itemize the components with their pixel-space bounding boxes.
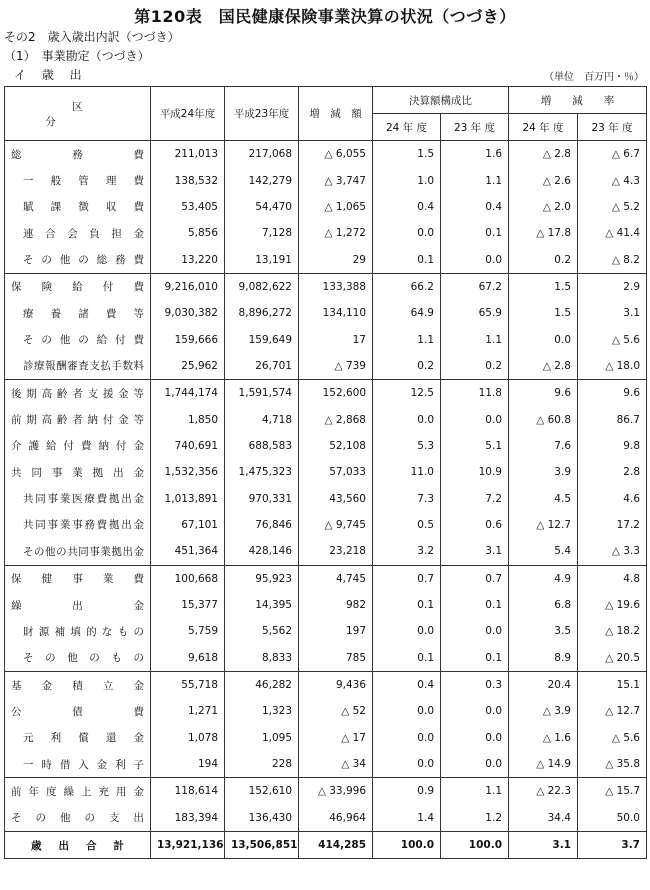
rate-23: △ 8.2 [578, 246, 647, 273]
comp-23: 7.2 [441, 485, 509, 511]
value-diff: 152,600 [299, 380, 373, 407]
row-label: 介護給付費納付金 [5, 433, 151, 459]
value-h23: 4,718 [225, 406, 299, 432]
comp-24: 0.0 [373, 406, 441, 432]
rate-23: 50.0 [578, 805, 647, 832]
comp-23: 65.9 [441, 300, 509, 326]
value-diff: 17 [299, 326, 373, 352]
rate-24: 4.5 [509, 485, 578, 511]
value-h23: 8,896,272 [225, 300, 299, 326]
rate-23: 3.1 [578, 300, 647, 326]
rate-24: △ 3.9 [509, 698, 578, 724]
value-diff: 9,436 [299, 671, 373, 698]
rate-23: 15.1 [578, 671, 647, 698]
rate-23: △ 41.4 [578, 220, 647, 246]
table-subtitle: イ 歳 出 [14, 68, 88, 82]
table-row [5, 406, 647, 432]
rate-23: 9.6 [578, 380, 647, 407]
value-h23: 428,146 [225, 538, 299, 565]
comp-24: 64.9 [373, 300, 441, 326]
value-diff: △ 1,272 [299, 220, 373, 246]
value-h24: 451,364 [151, 538, 225, 565]
comp-24: 5.3 [373, 433, 441, 459]
rate-24: 3.9 [509, 459, 578, 485]
row-label: その他の総務費 [5, 246, 151, 273]
table-row [5, 778, 647, 805]
comp-23: 1.1 [441, 326, 509, 352]
table-row [5, 300, 647, 326]
table-row [5, 538, 647, 565]
comp-24: 0.0 [373, 725, 441, 751]
comp-23: 0.4 [441, 194, 509, 220]
comp-23: 0.7 [441, 565, 509, 592]
row-label: その他の給付費 [5, 326, 151, 352]
value-h24: 1,744,174 [151, 380, 225, 407]
rate-23: △ 19.6 [578, 592, 647, 618]
comp-23: 11.8 [441, 380, 509, 407]
rate-24: 5.4 [509, 538, 578, 565]
comp-23: 0.1 [441, 220, 509, 246]
comp-23: 0.2 [441, 353, 509, 380]
rate-24: 3.1 [509, 831, 578, 858]
comp-24: 0.1 [373, 645, 441, 672]
rate-23: 9.8 [578, 433, 647, 459]
value-diff: △ 6,055 [299, 141, 373, 168]
value-h24: 13,220 [151, 246, 225, 273]
table-row [5, 751, 647, 778]
row-label: 保健事業費 [5, 565, 151, 592]
comp-23: 3.1 [441, 538, 509, 565]
table-row [5, 459, 647, 485]
unit-label: （単位 百万円・％） [544, 72, 644, 83]
value-h23: 8,833 [225, 645, 299, 672]
page-title: 第120表 国民健康保険事業決算の状況（つづき） [134, 7, 516, 26]
rate-24: △ 14.9 [509, 751, 578, 778]
row-label: 一般管理費 [5, 167, 151, 193]
comp-24: 0.0 [373, 220, 441, 246]
rate-23: △ 6.7 [578, 141, 647, 168]
table-header [5, 87, 647, 141]
value-h23: 9,082,622 [225, 273, 299, 300]
row-label: 前年度繰上充用金 [5, 778, 151, 805]
header-comp-23: 23 年 度 [441, 114, 509, 141]
row-label: 保険給付費 [5, 273, 151, 300]
value-h23: 142,279 [225, 167, 299, 193]
rate-24: △ 60.8 [509, 406, 578, 432]
rate-23: 4.8 [578, 565, 647, 592]
rate-24: 7.6 [509, 433, 578, 459]
value-h23: 13,506,851 [225, 831, 299, 858]
row-label: 前期高齢者納付金等 [5, 406, 151, 432]
rate-24: △ 12.7 [509, 512, 578, 538]
rate-23: 86.7 [578, 406, 647, 432]
comp-24: 0.0 [373, 751, 441, 778]
comp-23: 0.0 [441, 618, 509, 644]
rate-24: 4.9 [509, 565, 578, 592]
rate-24: △ 22.3 [509, 778, 578, 805]
value-h23: 136,430 [225, 805, 299, 832]
rate-24: 1.5 [509, 300, 578, 326]
rate-23: △ 18.0 [578, 353, 647, 380]
value-h24: 1,850 [151, 406, 225, 432]
rate-24: 1.5 [509, 273, 578, 300]
rate-23: △ 20.5 [578, 645, 647, 672]
value-h23: 1,323 [225, 698, 299, 724]
value-h24: 9,030,382 [151, 300, 225, 326]
value-diff: △ 1,065 [299, 194, 373, 220]
rate-23: 3.7 [578, 831, 647, 858]
table-row [5, 433, 647, 459]
value-h23: 152,610 [225, 778, 299, 805]
value-h24: 183,394 [151, 805, 225, 832]
header-composition: 決算額構成比 [373, 87, 509, 114]
comp-24: 7.3 [373, 485, 441, 511]
value-h24: 67,101 [151, 512, 225, 538]
value-h24: 740,691 [151, 433, 225, 459]
table-row [5, 698, 647, 724]
comp-24: 0.2 [373, 353, 441, 380]
rate-24: △ 1.6 [509, 725, 578, 751]
comp-24: 1.5 [373, 141, 441, 168]
comp-24: 0.4 [373, 194, 441, 220]
row-label: 共同事業拠出金 [5, 459, 151, 485]
comp-24: 0.4 [373, 671, 441, 698]
value-h24: 194 [151, 751, 225, 778]
comp-23: 100.0 [441, 831, 509, 858]
comp-24: 0.1 [373, 246, 441, 273]
header-rate-23: 23 年 度 [578, 114, 647, 141]
value-diff: 43,560 [299, 485, 373, 511]
row-label: 総務費 [5, 141, 151, 168]
comp-24: 0.5 [373, 512, 441, 538]
table-row [5, 167, 647, 193]
comp-24: 1.1 [373, 326, 441, 352]
row-label: 療養諸費等 [5, 300, 151, 326]
value-h24: 100,668 [151, 565, 225, 592]
table-row [5, 565, 647, 592]
comp-23: 0.0 [441, 246, 509, 273]
value-h23: 1,475,323 [225, 459, 299, 485]
rate-24: 9.6 [509, 380, 578, 407]
rate-24: 3.5 [509, 618, 578, 644]
comp-23: 5.1 [441, 433, 509, 459]
table-body [5, 141, 647, 859]
comp-24: 1.0 [373, 167, 441, 193]
table-row [5, 326, 647, 352]
header-h23: 平成23年度 [225, 87, 299, 141]
value-diff: 785 [299, 645, 373, 672]
value-diff: 29 [299, 246, 373, 273]
table-row [5, 725, 647, 751]
table-row [5, 645, 647, 672]
rate-24: △ 2.8 [509, 141, 578, 168]
rate-24: 0.2 [509, 246, 578, 273]
row-label: 一時借入金利子 [5, 751, 151, 778]
header-diff: 増 減 額 [299, 87, 373, 141]
value-h23: 159,649 [225, 326, 299, 352]
value-h23: 970,331 [225, 485, 299, 511]
value-h23: 688,583 [225, 433, 299, 459]
value-h23: 46,282 [225, 671, 299, 698]
value-diff: 197 [299, 618, 373, 644]
value-h24: 1,013,891 [151, 485, 225, 511]
comp-23: 0.6 [441, 512, 509, 538]
rate-23: 4.6 [578, 485, 647, 511]
value-h24: 1,532,356 [151, 459, 225, 485]
header-h24: 平成24年度 [151, 87, 225, 141]
value-diff: △ 739 [299, 353, 373, 380]
value-h24: 9,216,010 [151, 273, 225, 300]
comp-23: 1.1 [441, 167, 509, 193]
row-label: 共同事業事務費拠出金 [5, 512, 151, 538]
comp-24: 66.2 [373, 273, 441, 300]
value-diff: △ 17 [299, 725, 373, 751]
value-h23: 54,470 [225, 194, 299, 220]
value-h24: 1,271 [151, 698, 225, 724]
comp-24: 0.0 [373, 698, 441, 724]
value-h23: 5,562 [225, 618, 299, 644]
row-label: 歳出合計 [5, 831, 151, 858]
value-h23: 26,701 [225, 353, 299, 380]
header-category: 区分 [5, 87, 151, 141]
comp-24: 0.1 [373, 592, 441, 618]
value-diff: 414,285 [299, 831, 373, 858]
rate-24: △ 17.8 [509, 220, 578, 246]
value-diff: 982 [299, 592, 373, 618]
table-row [5, 141, 647, 168]
value-h24: 159,666 [151, 326, 225, 352]
value-diff: 57,033 [299, 459, 373, 485]
header-comp-24: 24 年 度 [373, 114, 441, 141]
rate-23: △ 5.2 [578, 194, 647, 220]
subsection-subtitle: （1） 事業勘定（つづき） [4, 49, 150, 63]
comp-23: 1.2 [441, 805, 509, 832]
value-h24: 5,759 [151, 618, 225, 644]
value-h24: 118,614 [151, 778, 225, 805]
value-h23: 13,191 [225, 246, 299, 273]
row-label: 公債費 [5, 698, 151, 724]
rate-24: 6.8 [509, 592, 578, 618]
value-h24: 25,962 [151, 353, 225, 380]
comp-24: 0.9 [373, 778, 441, 805]
value-h24: 211,013 [151, 141, 225, 168]
row-label: 賦課徴収費 [5, 194, 151, 220]
value-h23: 217,068 [225, 141, 299, 168]
row-label: 基金積立金 [5, 671, 151, 698]
value-diff: 133,388 [299, 273, 373, 300]
rate-24: 8.9 [509, 645, 578, 672]
comp-24: 11.0 [373, 459, 441, 485]
comp-23: 0.0 [441, 406, 509, 432]
rate-23: △ 35.8 [578, 751, 647, 778]
table-row [5, 380, 647, 407]
value-diff: 46,964 [299, 805, 373, 832]
row-label: 元利償還金 [5, 725, 151, 751]
value-h24: 5,856 [151, 220, 225, 246]
row-label: その他の共同事業拠出金 [5, 538, 151, 565]
value-diff: 52,108 [299, 433, 373, 459]
table-row [5, 671, 647, 698]
comp-23: 10.9 [441, 459, 509, 485]
comp-24: 12.5 [373, 380, 441, 407]
value-h24: 9,618 [151, 645, 225, 672]
table-row [5, 273, 647, 300]
rate-23: 2.8 [578, 459, 647, 485]
table-row [5, 194, 647, 220]
comp-23: 0.1 [441, 645, 509, 672]
row-label: 後期高齢者支援金等 [5, 380, 151, 407]
row-label: 連合会負担金 [5, 220, 151, 246]
rate-23: △ 3.3 [578, 538, 647, 565]
row-label: その他の支出 [5, 805, 151, 832]
rate-23: 2.9 [578, 273, 647, 300]
row-label: 共同事業医療費拠出金 [5, 485, 151, 511]
comp-24: 100.0 [373, 831, 441, 858]
rate-23: △ 12.7 [578, 698, 647, 724]
table-row [5, 485, 647, 511]
comp-23: 1.1 [441, 778, 509, 805]
value-h24: 1,078 [151, 725, 225, 751]
row-label: 財源補填的なもの [5, 618, 151, 644]
value-h23: 228 [225, 751, 299, 778]
header-rate: 増 減 率 [509, 87, 647, 114]
comp-23: 0.0 [441, 751, 509, 778]
value-diff: 134,110 [299, 300, 373, 326]
row-label: 繰出金 [5, 592, 151, 618]
rate-24: 34.4 [509, 805, 578, 832]
comp-24: 3.2 [373, 538, 441, 565]
table-row [5, 353, 647, 380]
rate-23: △ 4.3 [578, 167, 647, 193]
table-row [5, 512, 647, 538]
expenditure-table [4, 86, 647, 859]
value-h23: 1,591,574 [225, 380, 299, 407]
comp-23: 0.0 [441, 698, 509, 724]
total-row [5, 831, 647, 858]
section-subtitle: その2 歳入歳出内訳（つづき） [4, 30, 180, 44]
comp-24: 0.7 [373, 565, 441, 592]
comp-24: 1.4 [373, 805, 441, 832]
table-row [5, 220, 647, 246]
value-h24: 53,405 [151, 194, 225, 220]
value-h23: 95,923 [225, 565, 299, 592]
comp-23: 1.6 [441, 141, 509, 168]
row-label: 診療報酬審査支払手数料 [5, 353, 151, 380]
rate-23: △ 18.2 [578, 618, 647, 644]
comp-23: 0.3 [441, 671, 509, 698]
value-h23: 14,395 [225, 592, 299, 618]
rate-24: 0.0 [509, 326, 578, 352]
table-row [5, 618, 647, 644]
table-row [5, 592, 647, 618]
comp-23: 0.0 [441, 725, 509, 751]
value-h23: 7,128 [225, 220, 299, 246]
value-diff: 4,745 [299, 565, 373, 592]
rate-24: △ 2.6 [509, 167, 578, 193]
comp-23: 0.1 [441, 592, 509, 618]
comp-24: 0.0 [373, 618, 441, 644]
table-row [5, 805, 647, 832]
value-h24: 138,532 [151, 167, 225, 193]
rate-23: △ 15.7 [578, 778, 647, 805]
value-diff: △ 3,747 [299, 167, 373, 193]
value-h24: 15,377 [151, 592, 225, 618]
table-row [5, 246, 647, 273]
value-h24: 13,921,136 [151, 831, 225, 858]
rate-24: 20.4 [509, 671, 578, 698]
rate-23: 17.2 [578, 512, 647, 538]
value-diff: △ 34 [299, 751, 373, 778]
value-diff: △ 33,996 [299, 778, 373, 805]
rate-24: △ 2.0 [509, 194, 578, 220]
value-diff: 23,218 [299, 538, 373, 565]
value-h23: 76,846 [225, 512, 299, 538]
rate-23: △ 5.6 [578, 725, 647, 751]
row-label: その他のもの [5, 645, 151, 672]
value-diff: △ 52 [299, 698, 373, 724]
value-diff: △ 2,868 [299, 406, 373, 432]
rate-24: △ 2.8 [509, 353, 578, 380]
rate-23: △ 5.6 [578, 326, 647, 352]
header-rate-24: 24 年 度 [509, 114, 578, 141]
value-h24: 55,718 [151, 671, 225, 698]
comp-23: 67.2 [441, 273, 509, 300]
value-diff: △ 9,745 [299, 512, 373, 538]
value-h23: 1,095 [225, 725, 299, 751]
